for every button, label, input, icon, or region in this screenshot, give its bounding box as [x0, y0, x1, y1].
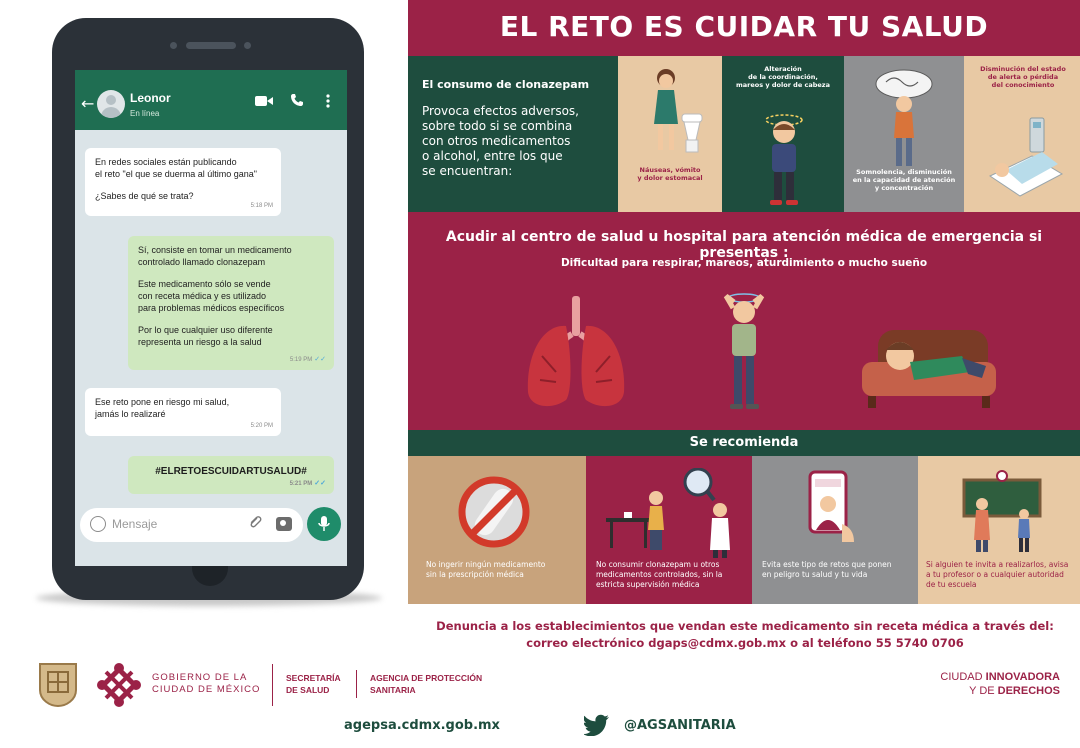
arrow-shape	[596, 100, 614, 144]
chat-message-outgoing	[128, 456, 334, 494]
emoji-icon[interactable]	[90, 516, 106, 532]
website-link[interactable]: agepsa.cdmx.gob.mx	[344, 718, 500, 733]
message-text: ¿Sabes de qué se trata?	[95, 191, 194, 201]
message-text: Ese reto pone en riesgo mi salud, jamás lo realizaré	[95, 397, 230, 419]
secretaria-text: SECRETARÍA DE SALUD	[286, 673, 341, 695]
avatar[interactable]	[97, 90, 125, 118]
video-call-icon[interactable]	[255, 95, 273, 111]
nausea-illustration	[636, 66, 706, 166]
read-ticks-icon: ✓✓	[314, 356, 326, 363]
hospital-bed-illustration	[986, 112, 1066, 206]
recommend-text: Si alguien te invita a realizarlos, avisa a tu profesor o a cualquier autoridad de tu escuela	[926, 560, 1069, 589]
message-text: En redes sociales están publicando el reto "el que se duerma al último gana"	[95, 157, 257, 179]
poster-title: EL RETO ES CUIDAR TU SALUD	[499, 10, 989, 43]
recommend-title: Se recomienda	[689, 435, 799, 450]
recommend-tile-no-ingerir	[408, 456, 586, 604]
phone-camera	[170, 42, 177, 49]
y-de-text: Y DE	[969, 685, 998, 697]
effect-tile-alerta	[964, 56, 1080, 212]
attach-icon[interactable]	[248, 515, 262, 533]
dizzy-man-illustration	[714, 290, 774, 416]
message-time: 5:19 PM ✓✓	[289, 356, 326, 363]
consumo-body: Provoca efectos adversos, sobre todo si se combina con otros medicamentos o alcohol, entre los que se encuentran:	[422, 104, 579, 178]
message-time: 5:20 PM	[250, 423, 273, 429]
effect-tile-somnolencia	[844, 56, 964, 212]
sleeping-on-sofa-illustration	[862, 322, 996, 414]
more-options-icon[interactable]	[326, 94, 330, 112]
doctor-supervision-illustration	[600, 468, 740, 560]
divider	[356, 670, 357, 698]
prohibited-pill-icon	[456, 474, 532, 550]
chat-message-outgoing	[128, 236, 334, 370]
cdmx-shield-logo	[36, 660, 80, 708]
denuncia-text: Denuncia a los establecimientos que vendan este medicamento sin receta médica a través del: correo electrónico dgaps@cdmx.gob.mx o al teléfono 55 5740 0706	[436, 619, 1054, 650]
emergency-subtitle: Dificultad para respirar, mareos, aturdimiento o mucho sueño	[560, 257, 928, 269]
recommend-tile-evita	[752, 456, 918, 604]
read-ticks-icon: ✓✓	[314, 480, 326, 487]
recommend-tile-supervision	[586, 456, 752, 604]
effect-text: Alteración de la coordinación, mareos y dolor de cabeza	[736, 65, 830, 89]
dizzy-person-illustration	[750, 112, 816, 208]
chat-header	[75, 70, 347, 130]
ciudad-text: CIUDAD	[940, 671, 986, 683]
innovadora-text: INNOVADORA	[985, 671, 1060, 683]
chat-screen	[75, 70, 347, 566]
message-placeholder: Mensaje	[112, 517, 158, 531]
sleepy-person-illustration	[868, 64, 940, 170]
gobierno-text: GOBIERNO DE LA CIUDAD DE MÉXICO	[152, 672, 261, 695]
phone-challenge-illustration	[802, 470, 868, 556]
chat-message-incoming	[85, 388, 281, 436]
recommend-text: No consumir clonazepam u otros medicamentos controlados, sin la estricta supervisión médica	[596, 560, 723, 589]
emergency-title: Acudir al centro de salud u hospital para atención médica de emergencia si presentas :	[445, 229, 1043, 261]
camera-icon[interactable]	[276, 517, 292, 531]
chat-message-incoming	[85, 148, 281, 216]
effect-tile-coordinacion	[722, 56, 844, 212]
back-arrow-icon[interactable]: ←	[81, 94, 95, 113]
twitter-bird-icon	[584, 714, 610, 736]
effect-text: Disminución del estado de alerta o pérdida del conocimiento	[980, 65, 1066, 89]
contact-status: En línea	[130, 109, 160, 118]
divider	[272, 664, 273, 706]
cdmx-gobierno-logo	[94, 660, 144, 710]
agencia-text: AGENCIA DE PROTECCIÓN SANITARIA	[370, 673, 483, 695]
message-input[interactable]	[80, 508, 303, 542]
effect-tile-nausea	[618, 56, 722, 212]
recommend-text: Evita este tipo de retos que ponen en peligro tu salud y tu vida	[762, 560, 892, 579]
recommend-tile-avisa	[918, 456, 1080, 604]
hashtag-text: #ELRETOESCUIDARTUSALUD#	[155, 466, 307, 477]
message-text: Sí, consiste en tomar un medicamento controlado llamado clonazepam	[138, 245, 292, 267]
ciudad-innovadora-logo	[900, 670, 1060, 698]
phone-sensor	[244, 42, 251, 49]
phone-call-icon[interactable]	[290, 93, 304, 111]
message-time: 5:18 PM	[250, 203, 273, 209]
derechos-text: DERECHOS	[997, 685, 1060, 697]
classroom-illustration	[958, 470, 1048, 556]
twitter-handle[interactable]: @AGSANITARIA	[624, 718, 736, 733]
message-time: 5:21 PM ✓✓	[289, 480, 326, 487]
lungs-illustration	[522, 296, 630, 414]
message-text: Por lo que cualquier uso diferente representa un riesgo a la salud	[138, 325, 273, 347]
recommend-text: No ingerir ningún medicamento sin la prescripción médica	[426, 560, 546, 579]
microphone-button[interactable]	[307, 507, 341, 541]
phone-speaker	[186, 42, 236, 49]
contact-name: Leonor	[130, 91, 171, 105]
consumo-title: El consumo de clonazepam	[422, 78, 590, 91]
effect-text: Somnolencia, disminución en la capacidad de atención y concentración	[852, 168, 956, 192]
effect-text: Náuseas, vómito y dolor estomacal	[637, 166, 703, 182]
message-text: Este medicamento sólo se vende con receta médica y es utilizado para problemas médicos específicos	[138, 279, 285, 313]
